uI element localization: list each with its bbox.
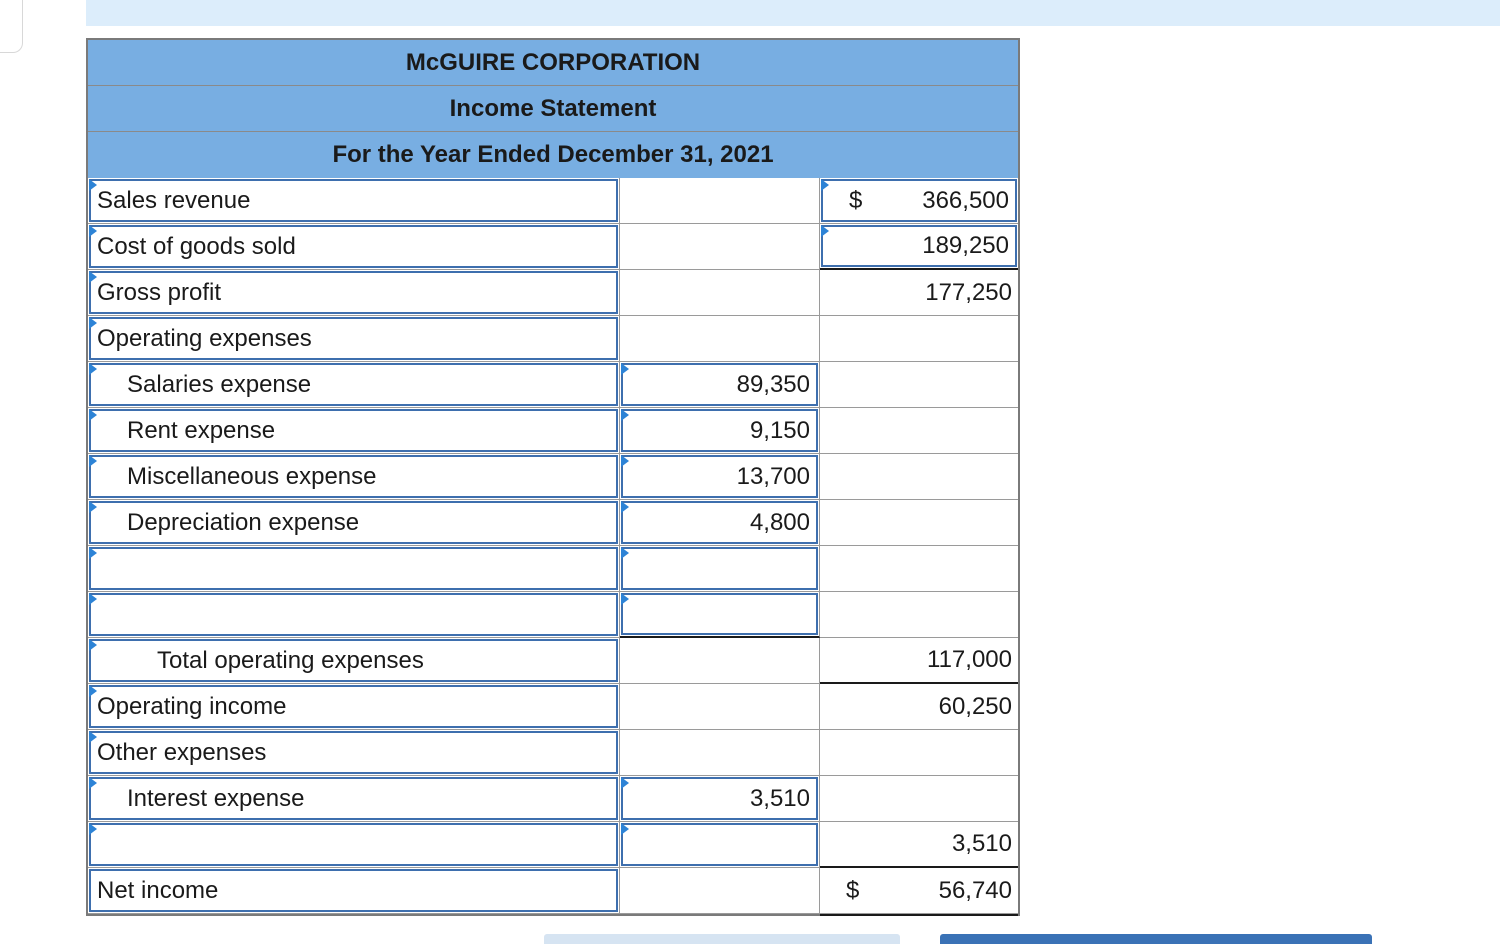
amount-value: 89,350 (736, 370, 810, 398)
amount-value: 4,800 (749, 508, 810, 536)
total-cell (820, 868, 1018, 914)
total-input[interactable] (821, 179, 1017, 222)
label-cell (88, 316, 620, 362)
amount-input[interactable] (621, 823, 818, 866)
side-tab[interactable] (0, 0, 23, 53)
period-header (88, 132, 1018, 178)
total-cell (820, 822, 1018, 868)
row-label: Net income (97, 876, 219, 904)
table-row (88, 592, 1018, 638)
dollar-sign: $ (849, 186, 863, 214)
total-cell (820, 316, 1018, 362)
table-row (88, 638, 1018, 684)
amount-input[interactable] (621, 501, 818, 544)
label-cell (88, 454, 620, 500)
amount-cell (620, 822, 820, 868)
label-cell (88, 362, 620, 408)
amount-cell (620, 316, 820, 362)
total-cell (820, 224, 1018, 270)
statement-period: For the Year Ended December 31, 2021 (332, 141, 774, 168)
total-cell (820, 178, 1018, 224)
amount-cell (620, 178, 820, 224)
amount-input[interactable] (621, 777, 818, 820)
total-value: 60,250 (938, 692, 1012, 720)
row-label: Salaries expense (127, 370, 312, 398)
label-dropdown[interactable] (89, 823, 618, 866)
total-cell (820, 546, 1018, 592)
label-dropdown[interactable] (89, 639, 618, 682)
amount-cell (620, 730, 820, 776)
row-label: Cost of goods sold (97, 232, 296, 260)
label-dropdown[interactable] (89, 409, 618, 452)
total-cell (820, 500, 1018, 546)
label-dropdown[interactable] (89, 363, 618, 406)
label-cell (88, 270, 620, 316)
amount-cell (620, 776, 820, 822)
table-row (88, 776, 1018, 822)
amount-input[interactable] (621, 409, 818, 452)
amount-value: 9,150 (749, 416, 810, 444)
instruction-banner (86, 0, 1500, 26)
table-row (88, 684, 1018, 730)
dollar-sign: $ (846, 876, 860, 904)
next-button[interactable] (940, 934, 1372, 944)
company-name: McGUIRE CORPORATION (405, 48, 701, 76)
total-value: 189,250 (922, 232, 1009, 259)
amount-cell (620, 224, 820, 270)
table-row (88, 546, 1018, 592)
label-dropdown[interactable] (89, 179, 618, 222)
amount-value: 13,700 (736, 462, 810, 490)
label-cell (88, 684, 620, 730)
label-dropdown[interactable] (89, 225, 618, 268)
row-label: Other expenses (97, 738, 267, 766)
row-label: Operating income (97, 692, 287, 720)
row-label: Operating expenses (97, 324, 312, 352)
label-dropdown[interactable] (89, 593, 618, 636)
total-cell (820, 592, 1018, 638)
label-cell (88, 178, 620, 224)
label-dropdown[interactable] (89, 317, 618, 360)
table-row (88, 730, 1018, 776)
label-cell (88, 868, 620, 914)
amount-cell (620, 408, 820, 454)
table-row (88, 454, 1018, 500)
amount-input[interactable] (621, 547, 818, 590)
row-label: Interest expense (127, 784, 305, 812)
row-label: Depreciation expense (127, 508, 360, 536)
label-cell (88, 776, 620, 822)
label-dropdown[interactable] (89, 271, 618, 314)
amount-cell (620, 592, 820, 638)
amount-value: 3,510 (749, 784, 810, 812)
label-cell (88, 546, 620, 592)
amount-cell (620, 868, 820, 914)
total-value: 3,510 (951, 830, 1012, 857)
total-cell (820, 730, 1018, 776)
table-row (88, 408, 1018, 454)
label-cell (88, 822, 620, 868)
amount-cell (620, 270, 820, 316)
label-dropdown[interactable] (89, 547, 618, 590)
amount-input[interactable] (621, 363, 818, 406)
table-row (88, 178, 1018, 224)
amount-cell (620, 454, 820, 500)
total-value: 366,500 (922, 186, 1009, 214)
label-cell (88, 592, 620, 638)
statement-title: Income Statement (449, 94, 657, 122)
total-input[interactable] (821, 225, 1017, 267)
label-dropdown[interactable] (89, 869, 618, 912)
total-value: 117,000 (927, 646, 1012, 673)
total-cell (820, 454, 1018, 500)
table-row (88, 868, 1018, 914)
table-row (88, 362, 1018, 408)
label-cell (88, 500, 620, 546)
row-label: Miscellaneous expense (127, 462, 377, 490)
income-statement-table (86, 38, 1020, 916)
total-cell (820, 776, 1018, 822)
row-label: Gross profit (97, 278, 222, 306)
amount-input[interactable] (621, 455, 818, 498)
label-cell (88, 224, 620, 270)
label-dropdown[interactable] (89, 501, 618, 544)
statement-title-header (88, 86, 1018, 132)
table-row (88, 316, 1018, 362)
total-cell (820, 408, 1018, 454)
total-value: 177,250 (925, 278, 1012, 306)
label-dropdown[interactable] (89, 777, 618, 820)
table-row (88, 270, 1018, 316)
amount-cell (620, 638, 820, 684)
total-cell (820, 638, 1018, 684)
amount-cell (620, 362, 820, 408)
row-label: Total operating expenses (157, 646, 424, 674)
amount-cell (620, 500, 820, 546)
total-cell (820, 270, 1018, 316)
total-cell (820, 362, 1018, 408)
total-cell (820, 684, 1018, 730)
label-dropdown[interactable] (89, 455, 618, 498)
label-cell (88, 638, 620, 684)
label-dropdown[interactable] (89, 731, 618, 774)
row-label: Sales revenue (97, 186, 251, 214)
label-cell (88, 730, 620, 776)
row-label: Rent expense (127, 416, 276, 444)
label-dropdown[interactable] (89, 685, 618, 728)
table-row (88, 822, 1018, 868)
label-cell (88, 408, 620, 454)
total-value: 56,740 (938, 876, 1012, 904)
previous-button[interactable] (544, 934, 900, 944)
amount-input[interactable] (621, 593, 818, 635)
company-name-header (88, 40, 1018, 86)
amount-cell (620, 684, 820, 730)
table-row (88, 500, 1018, 546)
amount-cell (620, 546, 820, 592)
table-row (88, 224, 1018, 270)
